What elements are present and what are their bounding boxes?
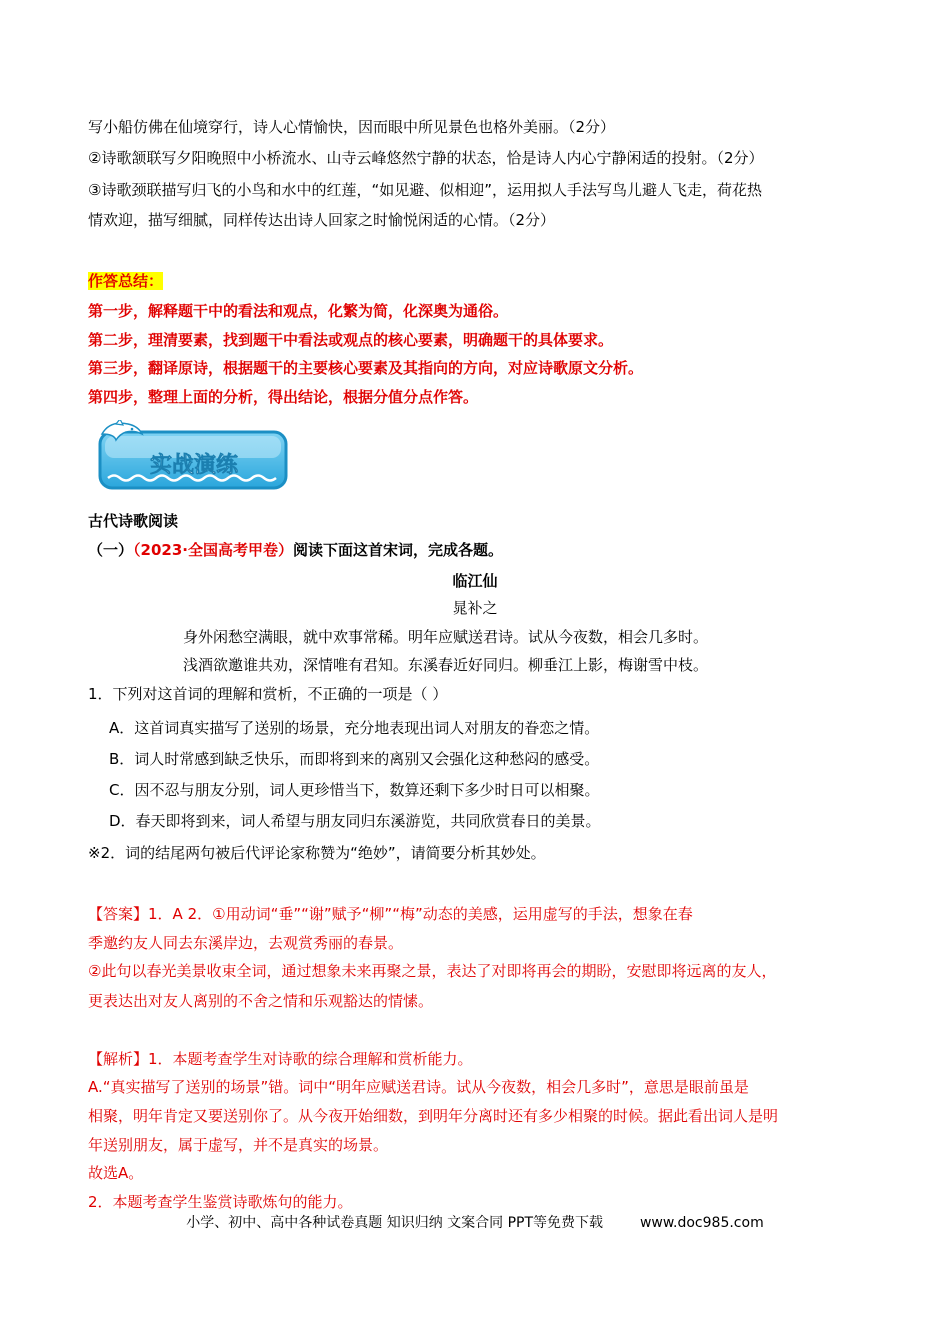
analysis-line: A.“真实描写了送别的场景”错。词中“明年应赋送君诗。试从今夜数，相会几多时”，意思是眼前虽是 bbox=[88, 1078, 749, 1096]
poem-author: 晁补之 bbox=[452, 599, 498, 617]
practice-banner bbox=[96, 420, 290, 492]
answer-line: 更表达出对友人离别的不舍之情和乐观豁达的情愫。 bbox=[88, 992, 434, 1010]
analysis-line: 相聚，明年肯定又要送别你了。从今夜开始细数，到明年分离时还有多少相聚的时候。据此看出词人是明 bbox=[88, 1107, 779, 1125]
page-footer bbox=[0, 1213, 950, 1233]
question-1-option-b: B．词人时常感到缺乏快乐，而即将到来的离别又会强化这种愁闷的感受。 bbox=[109, 750, 600, 768]
summary-step-4: 第四步，整理上面的分析，得出结论，根据分值分点作答。 bbox=[88, 388, 479, 406]
question-1-option-d: D．春天即将到来，词人希望与朋友同归东溪游览，共同欣赏春日的美景。 bbox=[109, 812, 601, 830]
footer-text: 小学、初中、高中各种试卷真题 知识归纳 文案合同 PPT等免费下载 bbox=[186, 1215, 604, 1231]
analysis-line: 故选A。 bbox=[88, 1164, 144, 1182]
poem-line-1: 身外闲愁空满眼，就中欢事常稀。明年应赋送君诗。试从今夜数，相会几多时。 bbox=[183, 628, 709, 646]
answer-text-line: 情欢迎，描写细腻，同样传达出诗人回家之时愉悦闲适的心情。（2分） bbox=[88, 211, 556, 229]
summary-step-2: 第二步，理清要素，找到题干中看法或观点的核心要素，明确题干的具体要求。 bbox=[88, 331, 614, 349]
question-1-option-c: C．因不忍与朋友分别，词人更珍惜当下，数算还剩下多少时日可以相聚。 bbox=[109, 781, 600, 799]
answer-text-line: 写小船仿佛在仙境穿行，诗人心情愉快，因而眼中所见景色也格外美丽。（2分） bbox=[88, 118, 616, 136]
question-intro: （一）（2023·全国高考甲卷）阅读下面这首宋词，完成各题。 bbox=[88, 541, 503, 559]
summary-step-3: 第三步，翻译原诗，根据题干的主要核心要素及其指向的方向，对应诗歌原文分析。 bbox=[88, 359, 644, 377]
analysis-line: 2．本题考查学生鉴赏诗歌炼句的能力。 bbox=[88, 1193, 353, 1211]
answer-line: 【答案】1．A 2．①用动词“垂”“谢”赋予“柳”“梅”动态的美感，运用虚写的手法，想象在春 bbox=[88, 905, 693, 923]
question-2-stem: ※2．词的结尾两句被后代评论家称赞为“绝妙”，请简要分析其妙处。 bbox=[88, 844, 546, 862]
analysis-line: 【解析】1．本题考查学生对诗歌的综合理解和赏析能力。 bbox=[88, 1050, 473, 1068]
poem-title: 临江仙 bbox=[452, 572, 498, 590]
summary-title: 作答总结： bbox=[88, 272, 164, 290]
section-heading: 古代诗歌阅读 bbox=[88, 512, 179, 530]
question-1-option-a: A．这首词真实描写了送别的场景，充分地表现出词人对朋友的眷恋之情。 bbox=[109, 719, 600, 737]
question-1-stem: 1．下列对这首词的理解和赏析，不正确的一项是（ ） bbox=[88, 685, 448, 703]
analysis-line: 年送别朋友，属于虚写，并不是真实的场景。 bbox=[88, 1136, 389, 1154]
answer-line: ②此句以春光美景收束全词，通过想象未来再聚之景，表达了对即将再会的期盼，安慰即将远离的友人， bbox=[88, 962, 777, 980]
answer-text-line: ②诗歌颔联写夕阳晚照中小桥流水、山寺云峰悠然宁静的状态，恰是诗人内心宁静闲适的投射。（2分） bbox=[88, 149, 764, 167]
poem-line-2: 浅酒欲邀谁共劝，深情唯有君知。东溪春近好同归。柳垂江上影，梅谢雪中枝。 bbox=[183, 656, 709, 674]
banner-label: 实战演练 bbox=[149, 453, 239, 478]
summary-step-1: 第一步，解释题干中的看法和观点，化繁为简，化深奥为通俗。 bbox=[88, 302, 509, 320]
footer-url[interactable]: www.doc985.com bbox=[639, 1215, 764, 1231]
answer-line: 季邀约友人同去东溪岸边，去观赏秀丽的春景。 bbox=[88, 934, 404, 952]
answer-text-line: ③诗歌颈联描写归飞的小鸟和水中的红莲，“如见避、似相迎”，运用拟人手法写鸟儿避人飞走，荷花热 bbox=[88, 181, 762, 199]
question-source: （2023·全国高考甲卷） bbox=[133, 541, 293, 559]
